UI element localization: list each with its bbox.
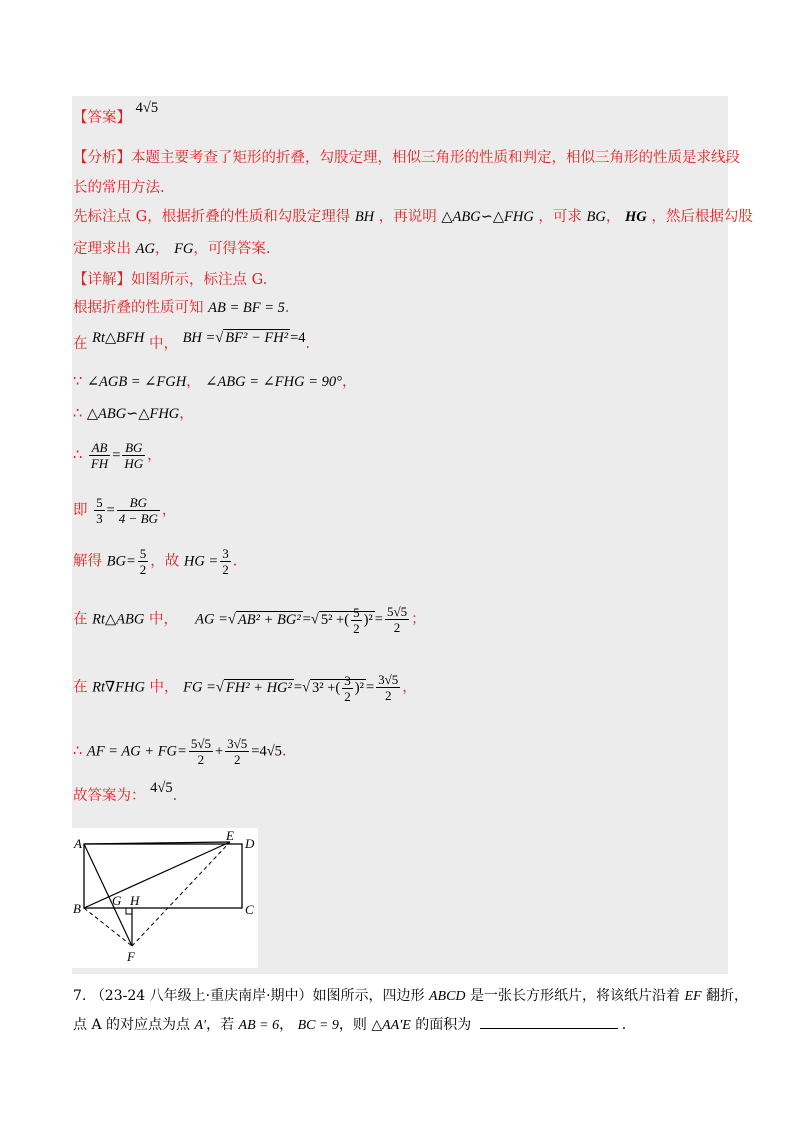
geometry-figure	[72, 828, 258, 968]
text-jiede: 解得	[73, 553, 102, 570]
numerator: 3√5	[378, 672, 399, 687]
radicand-close: )²	[354, 679, 364, 696]
comma: ，	[179, 406, 194, 422]
question-text-3: 是一张长方形纸片，将该纸片沿着	[470, 988, 680, 1004]
math-bg: BG	[586, 209, 606, 225]
period: .	[281, 743, 287, 760]
detail-line-7	[73, 495, 176, 526]
dashed-bf	[84, 908, 132, 946]
right-angle-mark	[126, 908, 132, 914]
text-ji: 即	[73, 502, 88, 519]
denominator: HG	[124, 456, 144, 471]
numerator: BG	[117, 495, 160, 511]
analysis-text-4a: 定理求出	[73, 241, 131, 257]
detail-line-1	[73, 270, 267, 290]
question-text-1: 如图所示，四边形	[312, 988, 425, 1004]
fraction-5-2-b	[351, 605, 362, 636]
detail-text-1: 如图所示，标注点 G.	[131, 272, 268, 288]
detail-text-2a: 根据折叠的性质可知	[73, 300, 204, 316]
period: .	[232, 553, 238, 570]
equals: =	[112, 447, 121, 464]
label-b: B	[73, 901, 81, 916]
math-similar: △ABG∽△FHG	[441, 209, 534, 225]
equals: =	[302, 611, 311, 628]
label-d: D	[245, 836, 255, 851]
math-ag: AG	[135, 241, 155, 257]
question-number: 7.	[73, 988, 87, 1004]
math-hg: HG	[624, 209, 647, 225]
fraction-3-2	[220, 546, 231, 577]
denominator: 2	[233, 752, 241, 767]
question-text-8: ，若	[206, 1017, 235, 1033]
analysis-line-4	[73, 239, 271, 259]
text-zhong: 中，	[148, 336, 178, 352]
radicand-ag: AB² + BG²	[237, 611, 301, 628]
numerator: 3	[344, 672, 351, 688]
detail-line-8	[73, 546, 237, 577]
question-text-5: 翻折，	[706, 988, 749, 1004]
denominator: 2	[222, 562, 229, 577]
denominator: 2	[353, 620, 360, 636]
math-fg: FG	[174, 241, 194, 257]
period: .	[305, 336, 311, 352]
question-text-6: 点 A 的对应点为点	[73, 1017, 191, 1033]
comma: ，	[186, 374, 201, 390]
detail-line-10	[73, 672, 417, 704]
fraction-5sqrt5-2-b	[189, 736, 213, 767]
comma: ，	[147, 447, 162, 464]
sqrt-ag: √ AB² + BG²	[227, 611, 301, 628]
math-ab-bf: AB = BF = 5	[208, 300, 285, 316]
math-ag-eq: AG =	[195, 611, 228, 628]
math-ab-6: AB = 6	[238, 1018, 280, 1033]
numerator: 5√5	[190, 736, 211, 751]
math-a-prime: A′	[194, 1018, 207, 1033]
detail-line-12	[73, 780, 178, 806]
comma: ，	[605, 209, 621, 225]
fraction-3sqrt5-2-b	[225, 736, 249, 767]
rectangle-abcd	[84, 844, 242, 908]
value-4: =4	[290, 330, 306, 346]
comma: ，	[341, 374, 357, 390]
question-line-1	[73, 986, 748, 1007]
denominator: 2	[344, 688, 351, 704]
math-rt-fhg: Rt∇FHG	[92, 679, 145, 696]
analysis-text-3a: 先标注点 G，根据折叠的性质和勾股定理得	[73, 209, 351, 225]
fraction-ab-fh	[89, 440, 110, 471]
analysis-line-3	[73, 207, 753, 227]
math-bg-eq: BG=	[106, 553, 136, 570]
math-fg-eq: FG =	[183, 679, 216, 696]
radicand-bh: BF² − FH²	[225, 330, 289, 346]
math-angle-agb: ∠AGB = ∠FGH	[86, 374, 187, 390]
numerator: 5√5	[386, 604, 408, 619]
detail-tag: 【详解】	[73, 272, 131, 288]
detail-line-11	[73, 736, 287, 767]
period: .	[284, 300, 290, 316]
comma: ，	[161, 502, 177, 519]
label-f: F	[127, 949, 135, 964]
fraction-3-2-b	[342, 673, 353, 704]
final-answer-value: 4√5	[150, 780, 173, 796]
analysis-text-3c: ，再说明	[378, 209, 437, 225]
numerator: 5	[96, 495, 103, 510]
fraction-bg-hg	[122, 440, 145, 471]
math-af-eq: AF = AG + FG=	[86, 743, 187, 760]
math-rt-abg: Rt△ABG	[92, 611, 145, 628]
sqrt-fg-num: √ 3² +( $\frac{3}{2}$ )²	[302, 672, 364, 704]
radicand-close: )²	[363, 611, 373, 628]
detail-line-4	[73, 372, 356, 392]
question-source: （23-24 八年级上·重庆南岸·期中）	[90, 988, 313, 1004]
segment-af	[84, 844, 132, 946]
fraction-bg-4minusbg	[117, 495, 160, 526]
denominator: 4 − BG	[118, 511, 158, 526]
denominator: 2	[384, 688, 392, 703]
semicolon: ；	[411, 611, 426, 628]
text-gu: ，故	[150, 553, 180, 570]
numerator: 5	[353, 604, 360, 620]
analysis-line-1	[73, 148, 740, 168]
sqrt-bh: √ BF² − FH²	[215, 330, 289, 346]
denominator: 2	[197, 752, 205, 767]
numerator: 3√5	[227, 736, 248, 751]
fraction-3sqrt5-2	[376, 672, 400, 703]
segment-be	[84, 842, 230, 908]
plus: +	[214, 743, 224, 760]
analysis-text-3i: ，然后根据勾股	[651, 209, 753, 225]
denominator: 2	[393, 620, 401, 635]
text-zai: 在	[73, 679, 88, 696]
answer-value: 4√5	[135, 100, 159, 116]
therefore-symbol: ∴	[73, 743, 83, 760]
math-rt-bfh: Rt△BFH	[92, 330, 145, 346]
text-zhong: 中，	[148, 611, 178, 628]
numerator: BG	[122, 440, 145, 456]
fraction-5-2	[138, 546, 149, 577]
comma: ，	[154, 241, 170, 257]
because-symbol: ∵	[73, 374, 83, 390]
dashed-fe	[132, 842, 230, 946]
question-line-2	[73, 1015, 626, 1036]
text-zai: 在	[73, 336, 88, 352]
denominator: 2	[139, 562, 147, 577]
period: .	[172, 788, 178, 804]
equals: =	[293, 679, 303, 696]
text-zhong: 中，	[149, 679, 179, 696]
analysis-text-4e: ，可得答案.	[193, 241, 271, 257]
answer-tag: 【答案】	[73, 110, 131, 126]
period: .	[621, 1017, 627, 1033]
equals: =	[374, 611, 383, 628]
analysis-text-1: 本题主要考查了矩形的折叠，勾股定理，相似三角形的性质和判定，相似三角形的性质是求线段	[131, 150, 740, 166]
math-abcd: ABCD	[428, 989, 466, 1004]
math-angle-abg: ∠ABG = ∠FHG = 90°	[205, 374, 342, 390]
denominator: 3	[96, 511, 103, 526]
result-4sqrt5: =4√5	[251, 743, 282, 760]
equals: =	[365, 679, 375, 696]
sqrt-ag-num: √ 5² +( $\frac{5}{2}$ )²	[310, 604, 373, 636]
text-zai: 在	[73, 611, 88, 628]
detail-line-5	[73, 404, 194, 424]
final-answer-label: 故答案为：	[73, 788, 146, 804]
therefore-symbol: ∴	[73, 406, 83, 422]
math-similar-2: △ABG∽△FHG	[86, 406, 180, 422]
numerator: AB	[89, 440, 110, 456]
comma: ，	[402, 679, 417, 696]
detail-line-9	[73, 604, 426, 636]
sqrt-fg: √ FH² + HG²	[215, 679, 292, 696]
therefore-symbol: ∴	[73, 447, 83, 464]
numerator: 3	[222, 546, 229, 561]
label-h: H	[130, 893, 140, 908]
equals: =	[106, 502, 115, 519]
fraction-5sqrt5-2	[385, 604, 409, 635]
label-e: E	[226, 828, 234, 843]
detail-line-2	[73, 298, 289, 318]
analysis-text-2: 长的常用方法.	[73, 180, 165, 196]
detail-line-3	[73, 330, 311, 354]
radicand-fg: FH² + HG²	[225, 679, 292, 696]
label-c: C	[245, 902, 254, 917]
radicand-part: 5² +(	[320, 611, 350, 628]
answer-blank[interactable]	[480, 1028, 618, 1029]
math-bh-eq: BH =	[182, 330, 216, 346]
analysis-line-2	[73, 178, 165, 198]
question-text-14: 的面积为	[415, 1017, 472, 1033]
analysis-tag: 【分析】	[73, 150, 131, 166]
numerator: 5	[139, 546, 147, 561]
math-triangle-aae: △AA′E	[371, 1018, 411, 1033]
math-hg-eq: HG =	[183, 553, 219, 570]
denominator: FH	[90, 456, 109, 471]
analysis-text-3e: ，可求	[538, 209, 582, 225]
label-g: G	[112, 893, 122, 908]
detail-line-6	[73, 440, 162, 471]
comma: ，	[279, 1017, 294, 1033]
figure-svg	[72, 828, 258, 968]
label-a: A	[74, 836, 82, 851]
question-text-12: ，则	[338, 1017, 367, 1033]
fraction-5-3	[94, 495, 105, 526]
answer-line	[73, 100, 159, 128]
math-bh: BH	[354, 209, 375, 225]
math-bc-9: BC = 9	[297, 1018, 339, 1033]
radicand-part: 3² +(	[312, 679, 341, 696]
math-ef: EF	[684, 989, 702, 1004]
